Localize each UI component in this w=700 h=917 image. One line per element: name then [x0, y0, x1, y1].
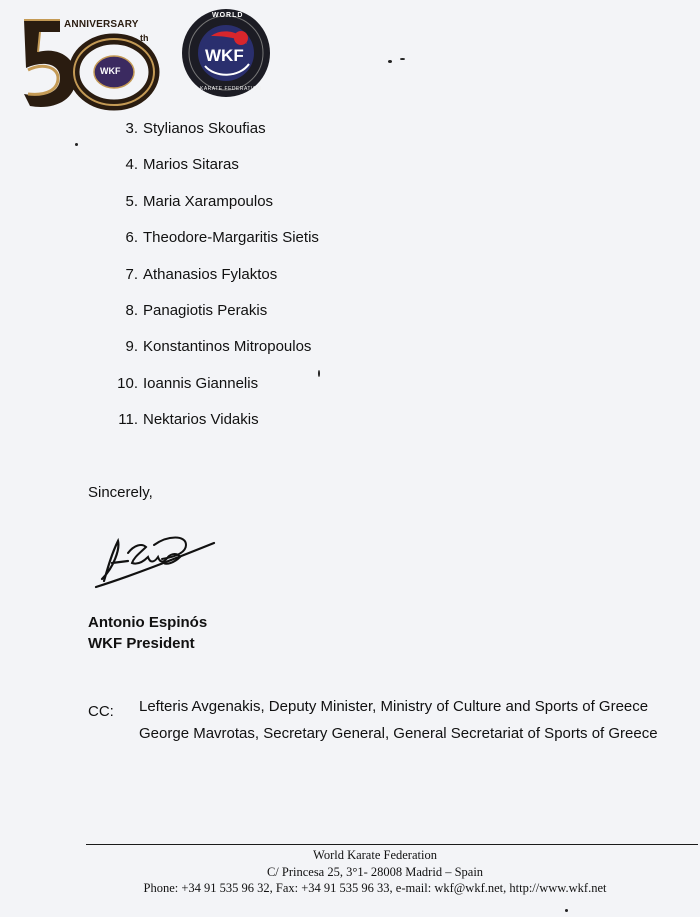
list-item [108, 192, 319, 228]
scan-speck [75, 143, 78, 146]
anniversary-suffix: th [140, 33, 149, 43]
anniversary-badge-text: WKF [100, 66, 121, 76]
cc-label: CC: [88, 703, 114, 720]
scan-speck [400, 58, 405, 60]
list-item-number: 10. [117, 374, 138, 392]
list-item-number: 7. [125, 265, 138, 283]
list-item [108, 228, 319, 264]
signer-title: WKF President [88, 635, 195, 652]
list-item-number: 6. [125, 229, 138, 247]
list-item-number: 8. [125, 301, 138, 319]
footer-contact: Phone: +34 91 535 96 32, Fax: +34 91 535 96 33, e-mail: wkf@wkf.net, http://www.wkf.net [143, 881, 607, 895]
list-item-name: Maria Xarampoulos [143, 192, 274, 210]
cc-recipient: Lefteris Avgenakis, Deputy Minister, Ministry of Culture and Sports of Greece [139, 698, 649, 715]
list-item-name: Nektarios Vidakis [143, 411, 259, 429]
seal-bottom-text: KARATE FEDERATION [200, 86, 262, 92]
scan-speck [565, 909, 568, 912]
salutation: Sincerely, [88, 484, 153, 501]
handwritten-signature [94, 523, 218, 591]
list-item-name: Theodore-Margaritis Sietis [143, 229, 319, 247]
list-item-name: Ioannis Giannelis [143, 374, 259, 392]
list-item [108, 301, 319, 337]
list-item [108, 374, 319, 410]
list-item [108, 155, 319, 191]
list-item-name: Stylianos Skoufias [143, 120, 266, 137]
list-item-number: 11. [118, 411, 138, 429]
list-item-number: 9. [125, 338, 138, 356]
list-item [108, 119, 319, 155]
names-list [108, 119, 319, 447]
list-item-name: Athanasios Fylaktos [143, 265, 278, 283]
list-item-number: 5. [125, 192, 138, 210]
list-item-number: 4. [125, 156, 138, 174]
list-item [108, 265, 319, 301]
cc-recipient: George Mavrotas, Secretary General, General Secretariat of Sports of Greece [139, 725, 658, 742]
list-item-name: Marios Sitaras [143, 156, 239, 174]
list-item-name: Konstantinos Mitropoulos [143, 338, 312, 356]
signer-name: Antonio Espinós [88, 614, 208, 631]
anniversary-label: ANNIVERSARY [64, 19, 139, 30]
list-item-name: Panagiotis Perakis [143, 301, 268, 319]
list-item [108, 337, 319, 373]
list-item [108, 410, 319, 446]
list-item-number: 3. [125, 120, 138, 137]
footer-organization: World Karate Federation [313, 848, 437, 862]
footer-address: C/ Princesa 25, 3°1- 28008 Madrid – Spain [266, 865, 484, 879]
seal-top-text: WORLD [212, 12, 244, 19]
scan-speck [388, 60, 392, 63]
footer-divider [86, 844, 698, 845]
seal-main-text: WKF [205, 46, 244, 65]
